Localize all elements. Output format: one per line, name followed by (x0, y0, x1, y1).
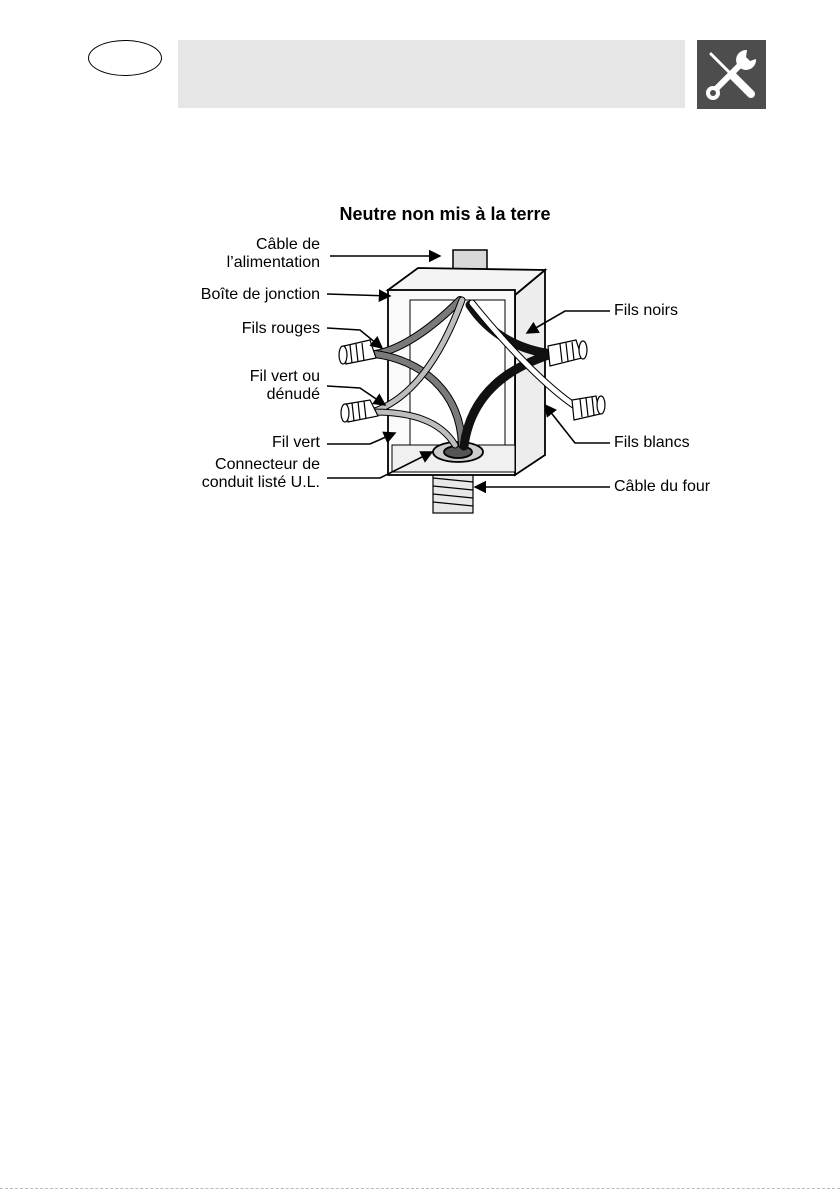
wire-nut (341, 400, 378, 422)
label-green-or-bare (150, 368, 320, 404)
leader-junction-box (327, 294, 390, 296)
leader-green-wire (327, 433, 395, 444)
label-green-or-bare-line2: dénudé (266, 386, 320, 403)
label-green-wire: Fil vert (272, 434, 320, 451)
page-bottom-rule (0, 1188, 840, 1189)
label-red-wires: Fils rouges (241, 320, 320, 337)
wire-nut (572, 396, 605, 420)
label-conduit (150, 456, 320, 492)
label-black-wires: Fils noirs (614, 302, 679, 319)
junction-box-diagram (0, 0, 840, 560)
label-conduit-line1: Connecteur de (215, 456, 320, 473)
wire-nut (548, 340, 587, 366)
label-junction-box: Boîte de jonction (200, 286, 320, 303)
label-power-cable (150, 236, 320, 272)
wire-nut (339, 340, 376, 364)
label-power-cable-line2: l’alimentation (226, 254, 320, 271)
diagram-title: Neutre non mis à la terre (339, 204, 551, 224)
label-power-cable-line1: Câble de (255, 236, 320, 253)
label-conduit-line2: conduit listé U.L. (201, 474, 320, 491)
label-white-wires: Fils blancs (614, 434, 690, 451)
label-green-or-bare-line1: Fil vert ou (249, 368, 320, 385)
label-oven-cable: Câble du four (614, 478, 711, 495)
